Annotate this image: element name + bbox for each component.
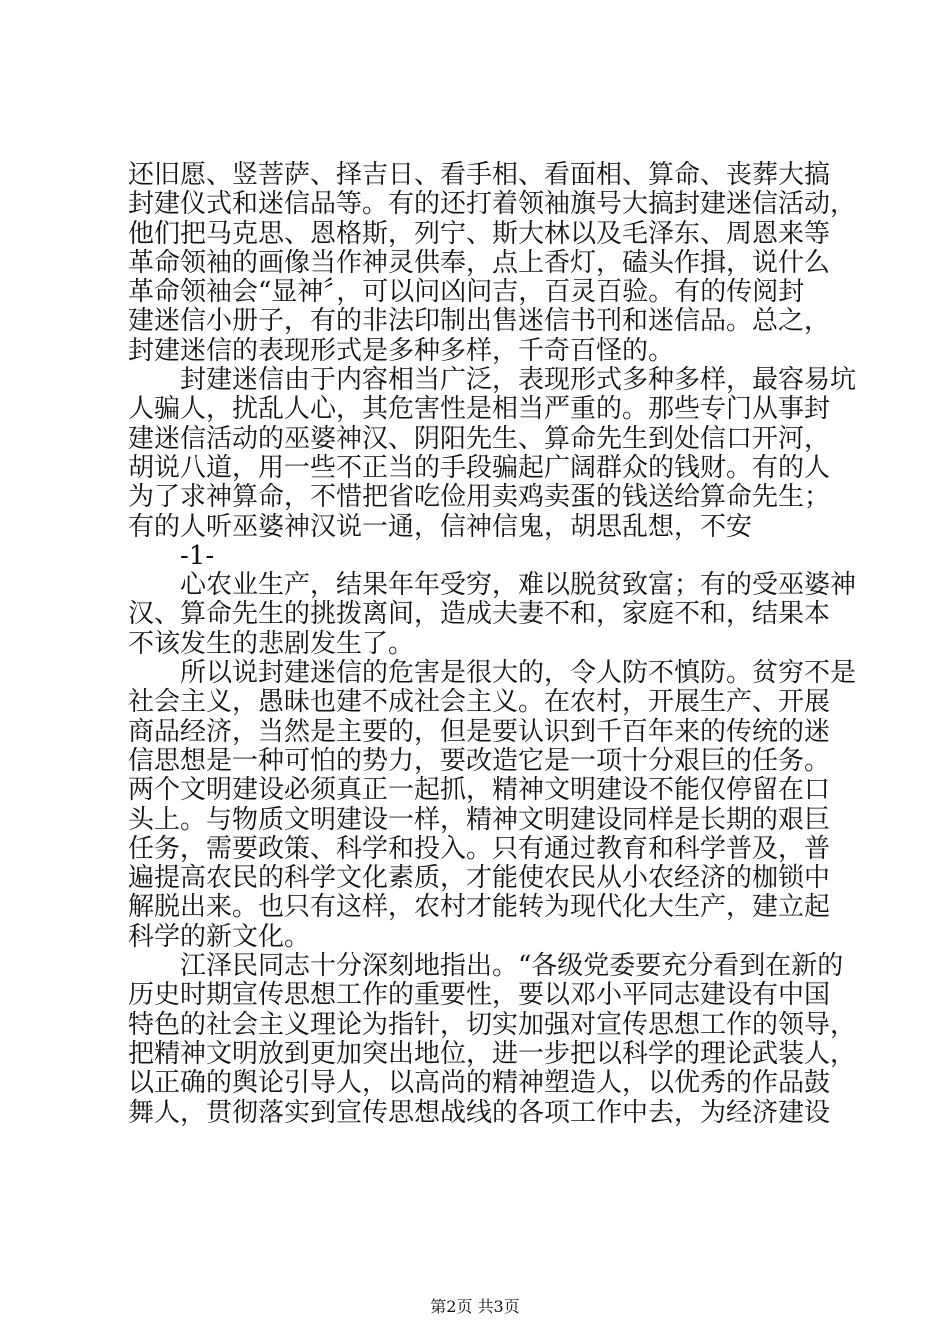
text-line: 以正确的舆论引导人，以高尚的精神塑造人，以优秀的作品鼓 bbox=[128, 1068, 831, 1099]
paragraph-start-line: 封建迷信由于内容相当广泛，表现形式多种多样，最容易坑 bbox=[180, 365, 857, 396]
text-line: 商品经济，当然是主要的，但是要认识到千百年来的传统的迷 bbox=[128, 716, 831, 747]
paragraph-start-line: 心农业生产，结果年年受穷，难以脱贫致富；有的受巫婆神 bbox=[180, 570, 857, 601]
text-line: 封建仪式和迷信品等。有的还打着领袖旗号大搞封建迷信活动， bbox=[128, 189, 857, 220]
text-line: 信思想是一种可怕的势力，要改造它是一项十分艰巨的任务。 bbox=[128, 745, 831, 776]
text-line: 把精神文明放到更加突出地位，进一步把以科学的理论武装人， bbox=[128, 1038, 857, 1069]
text-line: 建迷信活动的巫婆神汉、阴阳先生、算命先生到处信口开河， bbox=[128, 423, 831, 454]
page-footer bbox=[0, 1294, 950, 1317]
text-line: 遍提高农民的科学文化素质，才能使农民从小农经济的枷锁中 bbox=[128, 863, 831, 894]
text-line: 两个文明建设必须真正一起抓，精神文明建设不能仅停留在口 bbox=[128, 775, 831, 806]
text-line: 革命领袖的画像当作神灵供奉，点上香灯，磕头作揖，说什么 bbox=[128, 247, 831, 278]
text-line: 为了求神算命，不惜把省吃俭用卖鸡卖蛋的钱送给算命先生； bbox=[128, 482, 831, 513]
text-line: 不该发生的悲剧发生了。 bbox=[128, 628, 415, 659]
paragraph-start-line: 所以说封建迷信的危害是很大的，令人防不慎防。贫穷不是 bbox=[180, 658, 857, 689]
text-line: 任务，需要政策、科学和投入。只有通过教育和科学普及，普 bbox=[128, 833, 831, 864]
body-text bbox=[128, 160, 857, 1128]
text-line: 有的人听巫婆神汉说一通，信神信鬼，胡思乱想，不安 bbox=[128, 511, 753, 542]
text-line: 解脱出来。也只有这样，农村才能转为现代化大生产，建立起 bbox=[128, 892, 831, 923]
text-line: 特色的社会主义理论为指针，切实加强对宣传思想工作的领导， bbox=[128, 1009, 857, 1040]
text-line: 革命领袖会“显神〞，可以问凶问吉，百灵百验。有的传阅封 bbox=[128, 277, 805, 308]
text-line: 历史时期宣传思想工作的重要性，要以邓小平同志建设有中国 bbox=[128, 980, 831, 1011]
paragraph-start-line: 江泽民同志十分深刻地指出。“各级党委要充分看到在新的 bbox=[180, 951, 844, 982]
text-line: 科学的新文化。 bbox=[128, 921, 311, 952]
text-line: 舞人，贯彻落实到宣传思想战线的各项工作中去，为经济建设 bbox=[128, 1097, 831, 1128]
text-line: 封建迷信的表现形式是多种多样，千奇百怪的。 bbox=[128, 335, 675, 366]
text-line: 头上。与物质文明建设一样，精神文明建设同样是长期的艰巨 bbox=[128, 804, 831, 835]
page-number-label: 第2页 共3页 bbox=[430, 1297, 520, 1316]
text-line: 建迷信小册子，有的非法印制出售迷信书刊和迷信品。总之， bbox=[128, 306, 831, 337]
text-line: 胡说八道，用一些不正当的手段骗起广阔群众的钱财。有的人 bbox=[128, 452, 831, 483]
text-line: 还旧愿、竖菩萨、择吉日、看手相、看面相、算命、丧葬大搞 bbox=[128, 160, 831, 190]
text-line: 汉、算命先生的挑拨离间，造成夫妻不和，家庭不和，结果本 bbox=[128, 599, 831, 630]
text-line: 社会主义，愚昧也建不成社会主义。在农村，开展生产、开展 bbox=[128, 687, 831, 718]
text-line: 他们把马克思、恩格斯，列宁、斯大林以及毛泽东、周恩来等 bbox=[128, 218, 831, 249]
inline-page-marker: -1- bbox=[180, 540, 215, 571]
text-line: 人骗人，扰乱人心，其危害性是相当严重的。那些专门从事封 bbox=[128, 394, 831, 425]
